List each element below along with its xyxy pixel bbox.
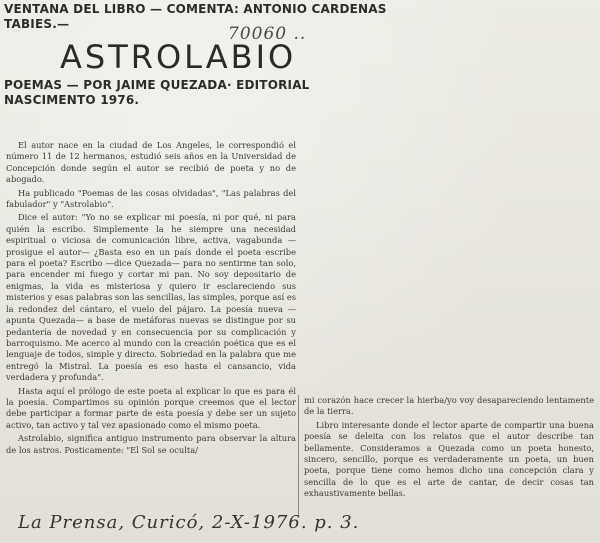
paragraph: mi corazón hace crecer la hierba/yo voy desapareciendo lentamente de la tierra. [304, 395, 594, 417]
subtitle-line-1: POEMAS — POR JAIME QUEZADA· EDITORIAL [4, 78, 310, 92]
article-column-2 [304, 395, 594, 502]
subtitle [4, 78, 310, 108]
paragraph: Ha publicado "Poemas de las cosas olvidadas", "Las palabras del fabulador" y "Astrolabio". [6, 187, 296, 210]
header-line-2: TABIES.— [4, 17, 70, 31]
paragraph: El autor nace en la ciudad de Los Angeles, le correspondió el número 11 de 12 hermanos, estudió seis años en la Universidad de Concepción donde según el autor se recibió de poeta y no de abogado. [6, 140, 296, 185]
handwritten-source-note: La Prensa, Curicó, 2-X-1976. p. 3. [18, 512, 360, 533]
article-title: ASTROLABIO [60, 38, 297, 76]
paragraph: Libro interesante donde el lector aparte de compartir una buena poesía se deleita con los relatos que el autor describe tan bellamente. Consideramos a Quezada como un poeta honesto, sincero, sencillo, porque es verdaderamente un poeta, un buen poeta, porque tiene como hemos dicho una concepción clara y sencilla de lo que es el arte de cantar, de decir cosas tan exhaustivamente bellas. [304, 419, 594, 499]
paragraph: Astrolabio, significa antiguo instrumento para observar la altura de los astros. Posticamente: "El Sol se oculta/ [6, 433, 296, 455]
handwritten-number: 70060 .. [228, 24, 307, 44]
article-column-1 [6, 140, 296, 458]
subtitle-line-2: NASCIMENTO 1976. [4, 93, 140, 107]
column-divider [298, 395, 299, 515]
paragraph: Dice el autor: "Yo no se explicar mi poesía, ni por qué, ni para quién la escribo. Simplemente la he siempre una necesidad espiritual o viciosa de comunicación libre, activa, vagabunda —prosigue el autor— ¿Basta eso en un país donde el poeta escribe para el poeta? Escribo —dice Quezada— para no sentirme tan solo, para encender mi fuego y cortar mi pan. No soy depositario de enigmas, la vida es misteriosa y quiero ir esclareciendo sus misterios y esas palabras son las sencillas, las simples, porque así es la redondez del cántaro, el vuelo del pájaro. La poesía nueva —apunta Quezada— a base de metáforas nuevas se distingue por su pedantería de novedad y en consecuencia por su complicación y barroquismo. Me acerco al mundo con la creación poética que es el lenguaje de todos, simple y directo. Sobriedad en la palabra que me entregó la Mistral. La poesía es eso hasta el cansancio, vida verdadera y profunda". [6, 212, 296, 383]
paragraph: Hasta aquí el prólogo de este poeta al explicar lo que es para él la poesía. Compartimos su opinión porque creemos que el lector debe participar a formar parte de esta poesía y debe ser un sujeto activo, tan activo y tal vez apasionado como el mismo poeta. [6, 385, 296, 430]
header [4, 2, 387, 32]
header-line-1: VENTANA DEL LIBRO — COMENTA: ANTONIO CARDENAS [4, 2, 387, 16]
